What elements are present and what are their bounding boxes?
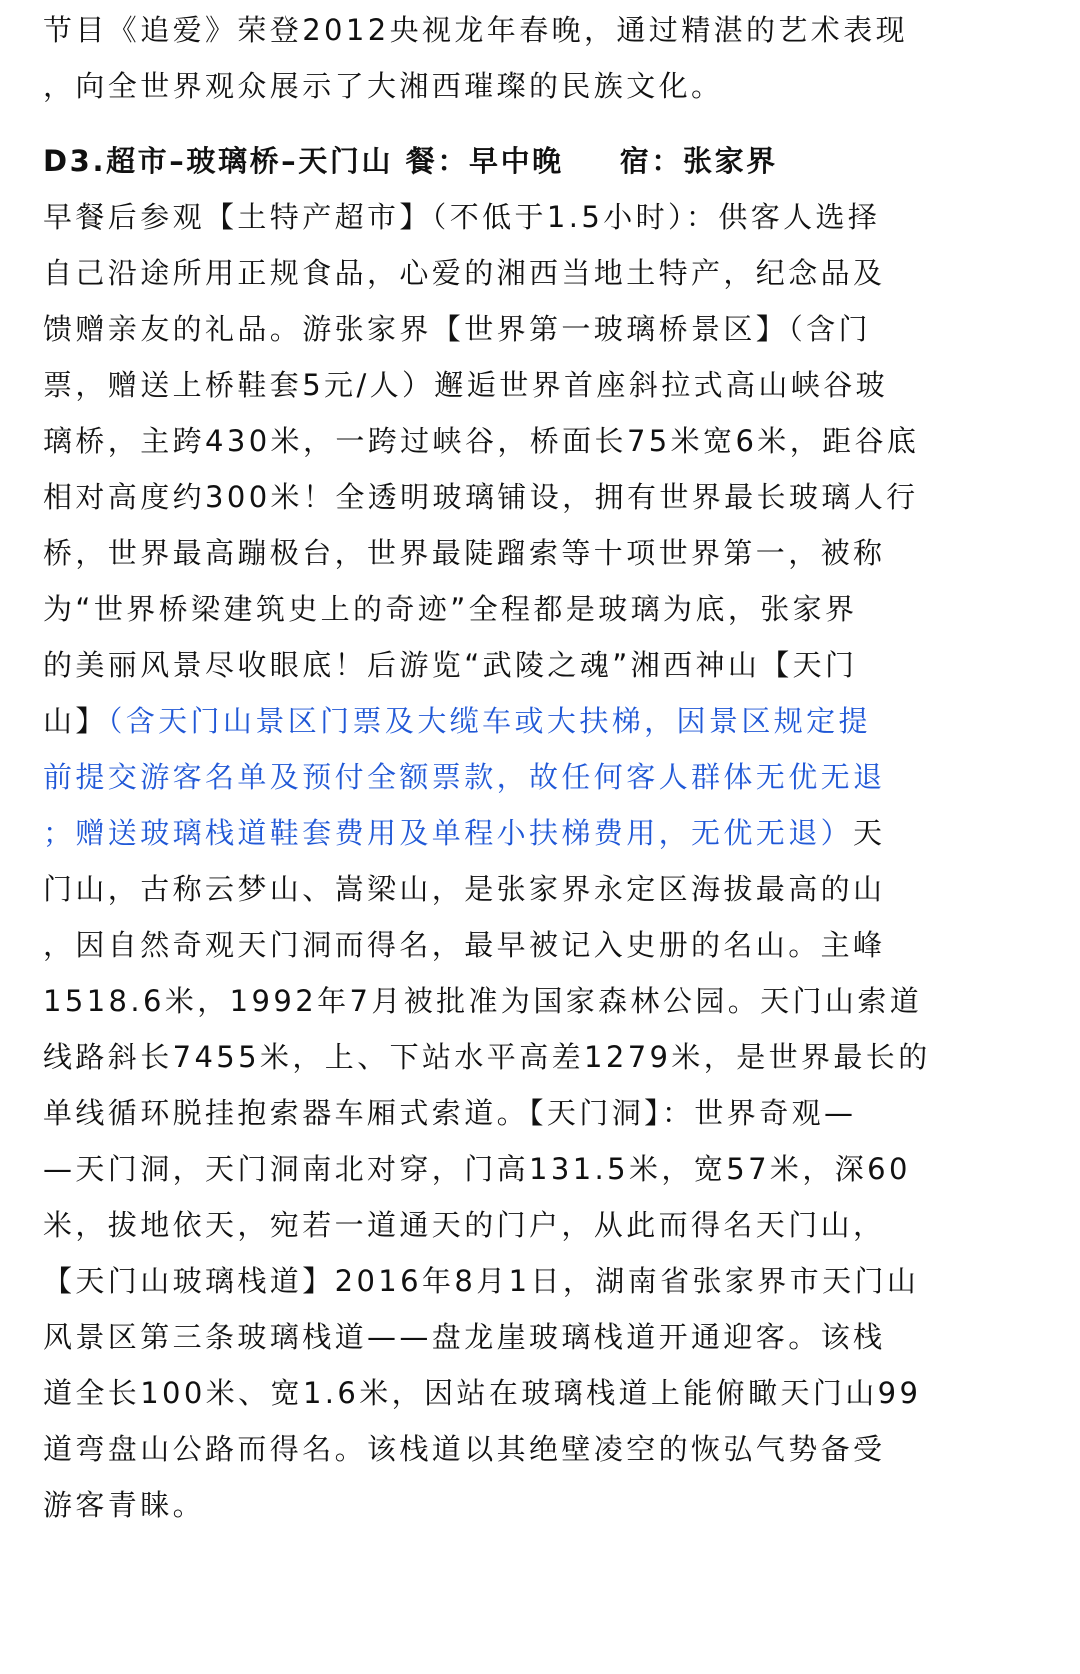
body-line-21: 风景区第三条玻璃栈道——盘龙崖玻璃栈道开通迎客。该栈 bbox=[43, 1320, 886, 1354]
body-line-22: 道全长100米、宽1.6米，因站在玻璃栈道上能俯瞰天门山99 bbox=[43, 1376, 922, 1410]
day3-lodging: 宿：张家界 bbox=[619, 144, 778, 178]
intro-line-1: 节目《追爱》荣登2012央视龙年春晚，通过精湛的艺术表现 bbox=[43, 13, 909, 47]
body-line-1: 早餐后参观【土特产超市】（不低于1.5小时）：供客人选择 bbox=[43, 200, 881, 234]
body-line-3: 馈赠亲友的礼品。游张家界【世界第一玻璃桥景区】（含门 bbox=[43, 312, 871, 346]
body-line-6: 相对高度约300米！全透明玻璃铺设，拥有世界最长玻璃人行 bbox=[43, 480, 919, 514]
body-line-2: 自己沿途所用正规食品，心爱的湘西当地土特产，纪念品及 bbox=[43, 256, 886, 290]
body-line-12-text: 天 bbox=[853, 816, 886, 850]
intro-line-2: ，向全世界观众展示了大湘西璀璨的民族文化。 bbox=[43, 69, 724, 103]
ticket-notice-part-2: 前提交游客名单及预付全额票款，故任何客人群体无优无退 bbox=[43, 760, 886, 794]
body-line-4: 票，赠送上桥鞋套5元/人）邂逅世界首座斜拉式高山峡谷玻 bbox=[43, 368, 889, 402]
ticket-notice-part-3: ；赠送玻璃栈道鞋套费用及单程小扶梯费用，无优无退） bbox=[43, 816, 854, 850]
body-line-20: 【天门山玻璃栈道】2016年8月1日，湖南省张家界市天门山 bbox=[43, 1264, 920, 1298]
body-line-10 bbox=[43, 693, 1043, 749]
body-line-10-text: 山】 bbox=[43, 704, 108, 738]
body-line-9: 的美丽风景尽收眼底！后游览“武陵之魂”湘西神山【天门 bbox=[43, 648, 858, 682]
day3-title: D3.超市–玻璃桥–天门山 餐：早中晚 bbox=[43, 144, 564, 178]
body-line-16: 线路斜长7455米，上、下站水平高差1279米，是世界最长的 bbox=[43, 1040, 931, 1074]
body-line-18: —天门洞，天门洞南北对穿，门高131.5米，宽57米，深60 bbox=[43, 1152, 911, 1186]
body-line-13: 门山，古称云梦山、嵩梁山，是张家界永定区海拔最高的山 bbox=[43, 872, 886, 906]
body-line-17: 单线循环脱挂抱索器车厢式索道。【天门洞】：世界奇观— bbox=[43, 1096, 857, 1130]
body-line-24: 游客青睐。 bbox=[43, 1488, 206, 1522]
body-line-8: 为“世界桥梁建筑史上的奇迹”全程都是玻璃为底，张家界 bbox=[43, 592, 858, 626]
body-line-23: 道弯盘山公路而得名。该栈道以其绝壁凌空的恢弘气势备受 bbox=[43, 1432, 886, 1466]
body-line-19: 米，拔地依天，宛若一道通天的门户，从此而得名天门山， bbox=[43, 1208, 886, 1242]
ticket-notice-part-1: （含天门山景区门票及大缆车或大扶梯，因景区规定提 bbox=[107, 704, 871, 738]
day3-heading bbox=[43, 133, 1043, 189]
body-line-5: 璃桥，主跨430米，一跨过峡谷，桥面长75米宽6米，距谷底 bbox=[43, 424, 920, 458]
body-line-15: 1518.6米，1992年7月被批准为国家森林公园。天门山索道 bbox=[43, 984, 923, 1018]
body-line-14: ，因自然奇观天门洞而得名，最早被记入史册的名山。主峰 bbox=[43, 928, 886, 962]
body-line-12 bbox=[43, 805, 1043, 861]
body-line-7: 桥，世界最高蹦极台，世界最陡蹓索等十项世界第一，被称 bbox=[43, 536, 886, 570]
